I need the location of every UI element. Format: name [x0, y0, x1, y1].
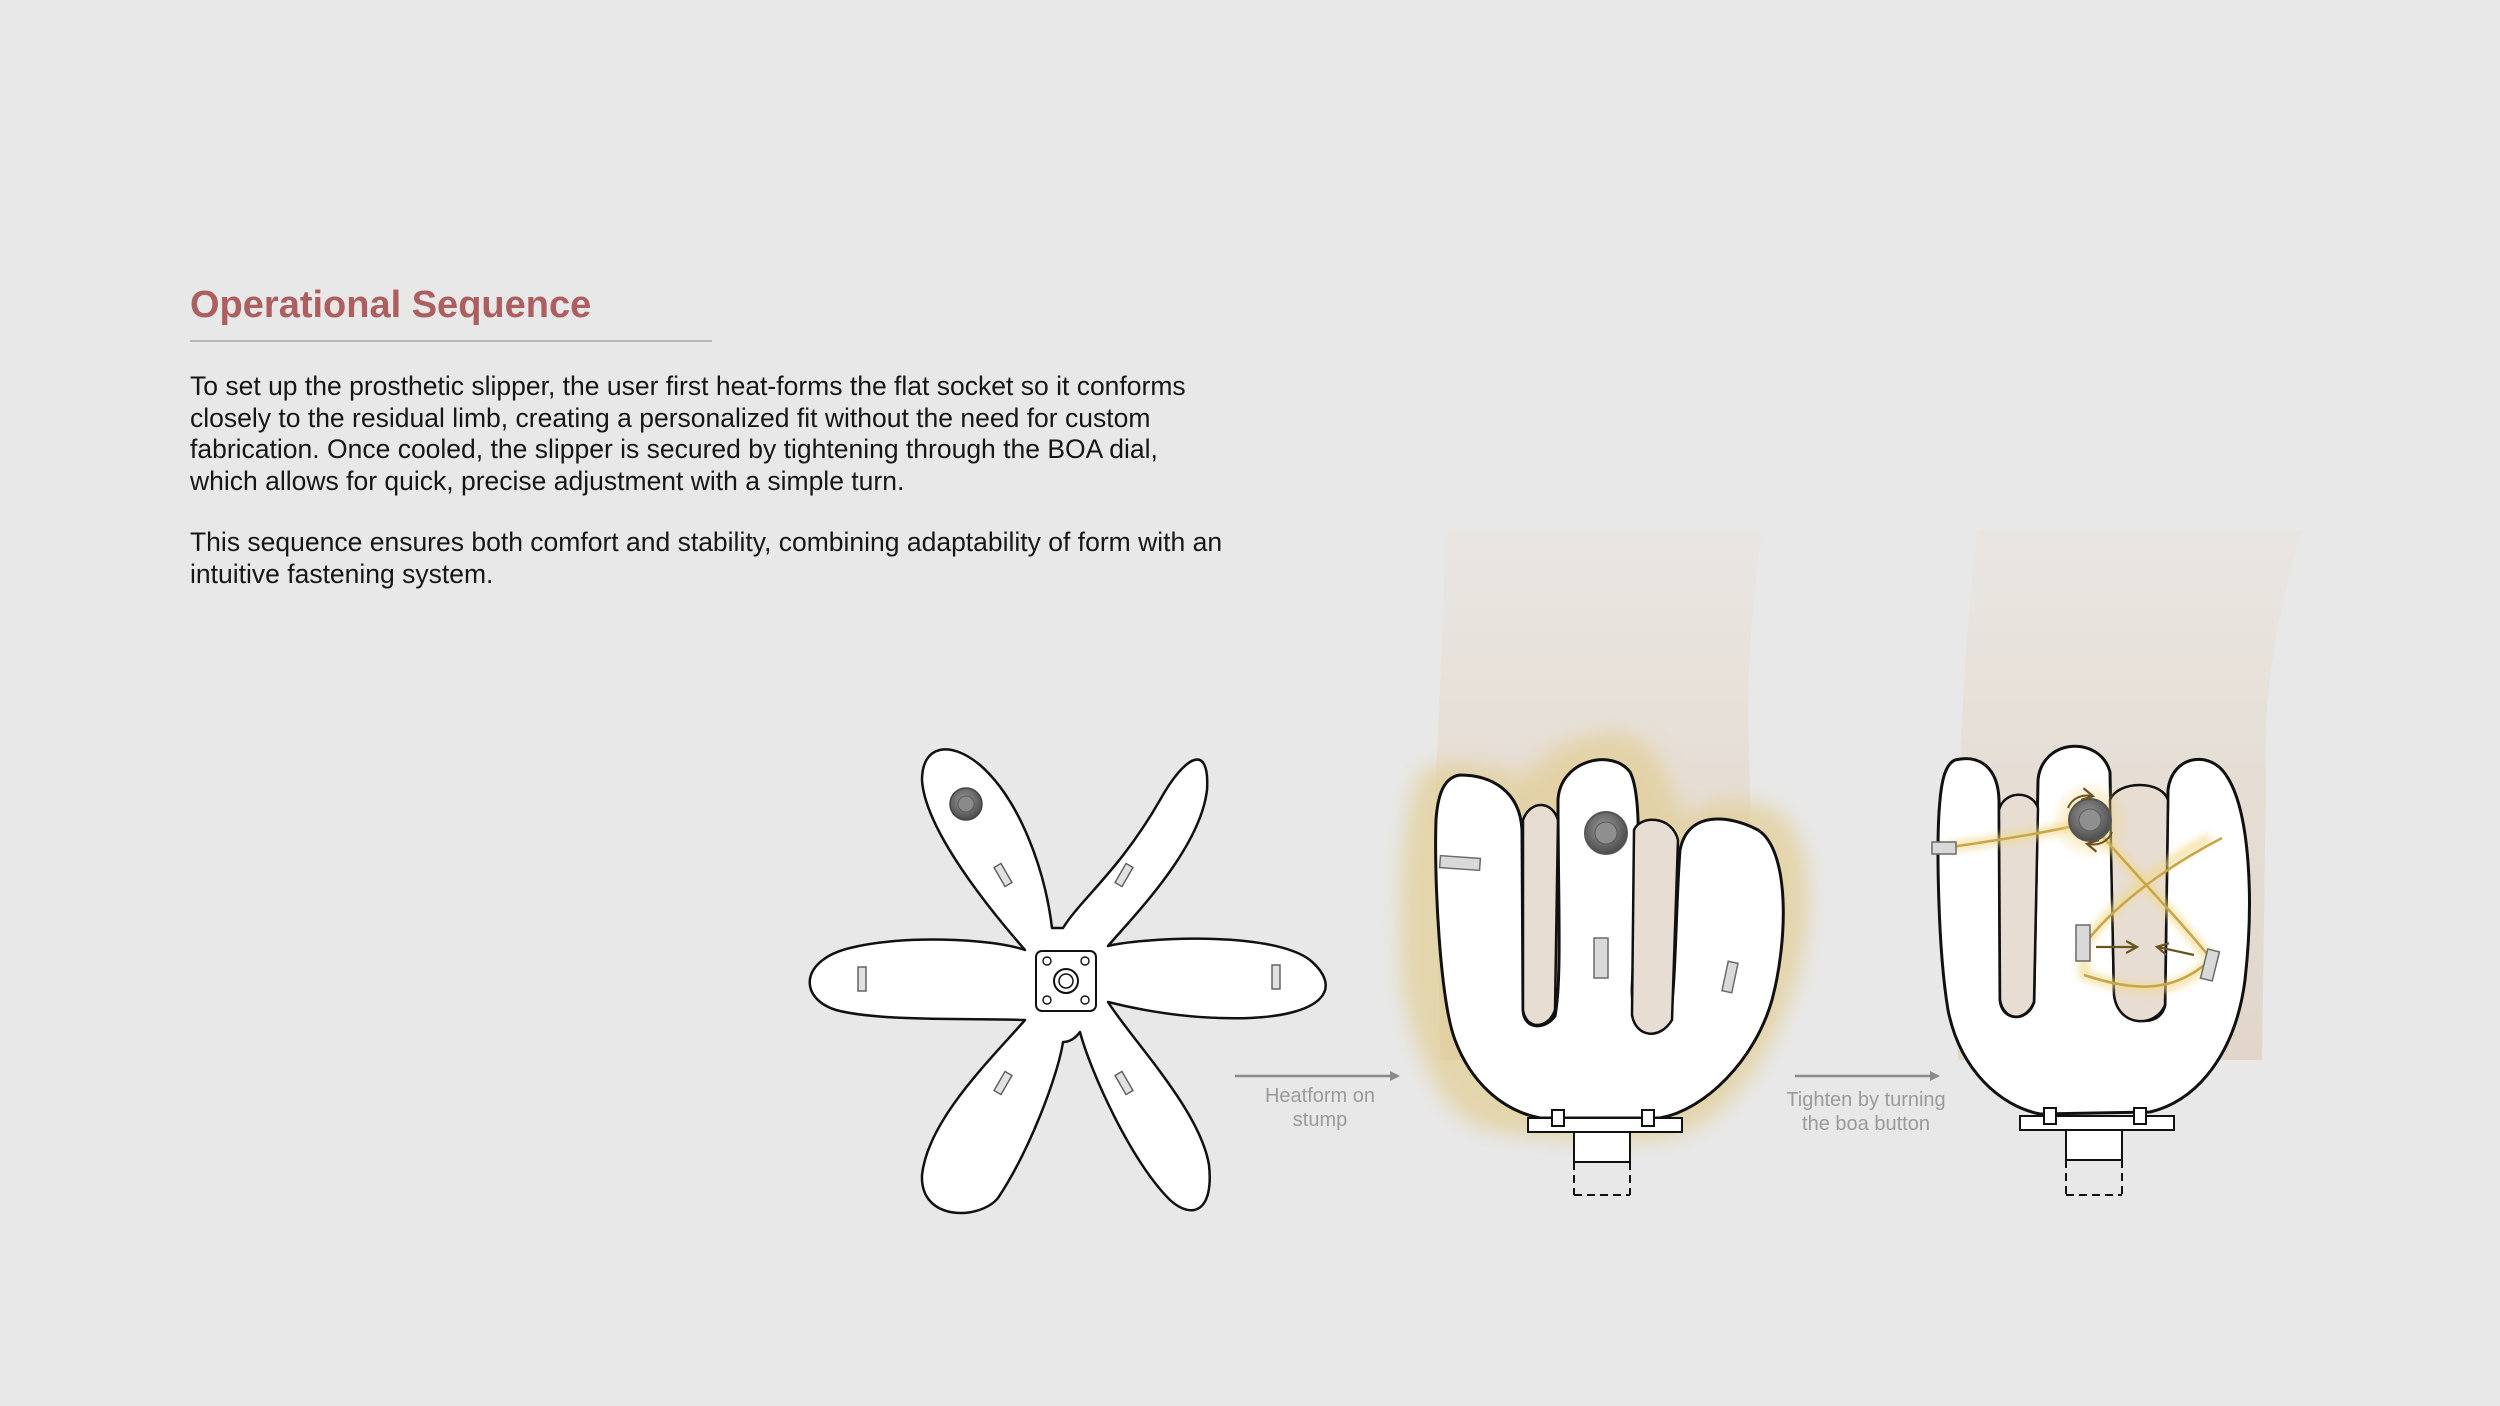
- caption-heatform-line1: Heatform on: [1264, 1085, 1376, 1107]
- caption-tighten-line1: Tighten by turning: [1786, 1089, 1946, 1111]
- pylon-adapter: [2020, 1108, 2174, 1195]
- section-title: Operational Sequence: [190, 284, 592, 326]
- caption-heatform-line2: stump: [1292, 1109, 1348, 1131]
- tightened-socket-illustration: [1932, 530, 2302, 1195]
- flat-socket-illustration: [810, 748, 1326, 1213]
- step-arrow-tighten: [1786, 1076, 1945, 1135]
- heatformed-socket-illustration: [1400, 530, 1808, 1195]
- caption-tighten-line2: the boa button: [1802, 1113, 1930, 1135]
- description-paragraph-1: To set up the prosthetic slipper, the user first heat-forms the flat socket so it conforms closely to the residual limb, creating a personalized fit without the need for custom fabrication. Once cooled, the slipper is secured by tightening through the BOA dial, which allows for quick, precise adjustment with a simple turn.: [190, 371, 1186, 496]
- pylon-adapter: [1528, 1110, 1682, 1195]
- step-arrow-heatform: [1235, 1076, 1398, 1131]
- description-paragraph-2: This sequence ensures both comfort and stability, combining adaptability of form with an intuitive fastening system.: [190, 527, 1223, 589]
